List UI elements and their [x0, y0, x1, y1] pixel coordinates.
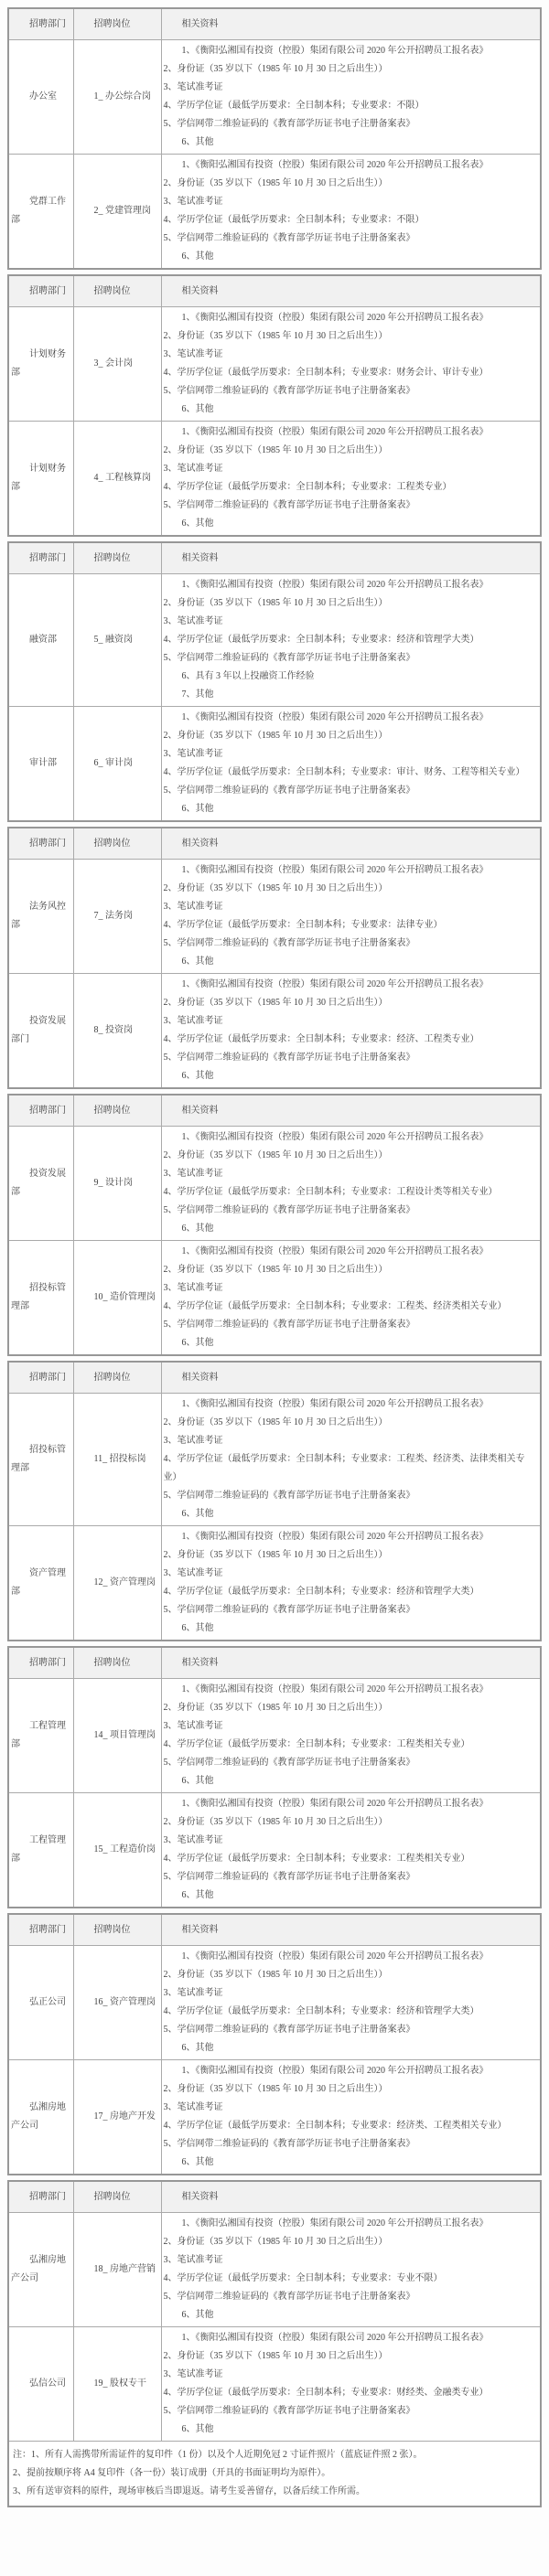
material-item: 6、其他: [181, 137, 214, 147]
department-name: 招投标管理部: [11, 1283, 66, 1311]
header-label: 招聘部门: [29, 285, 66, 296]
cell-department: [8, 2327, 73, 2442]
header-label: 相关资料: [181, 1372, 219, 1383]
material-item: 1、《衡阳弘湘国有投资（控股）集团有限公司 2020 年公开招聘员工报名表》: [181, 313, 489, 323]
header-cell-department: [8, 542, 73, 574]
header-cell-position: [73, 2181, 161, 2213]
material-item: 1、《衡阳弘湘国有投资（控股）集团有限公司 2020 年公开招聘员工报名表》: [181, 427, 489, 437]
position-name: 9_ 设计岗: [93, 1178, 133, 1188]
header-label: 招聘部门: [29, 552, 66, 563]
header-cell-materials: [161, 1362, 541, 1394]
material-item: 2、身份证（35 岁以下（1985 年 10 月 30 日之后出生））: [163, 1703, 388, 1713]
material-item: 4、学历学位证（最低学历要求：全日制本科；专业要求：工程类专业）: [163, 482, 452, 492]
material-item: 5、学信网带二维验证码的《教育部学历证书电子注册备案表》: [163, 1491, 415, 1501]
cell-department: [8, 1679, 73, 1793]
header-cell-materials: [161, 8, 541, 40]
department-name: 党群工作部: [11, 197, 66, 225]
department-name: 融资部: [29, 635, 57, 645]
material-item: 5、学信网带二维验证码的《教育部学历证书电子注册备案表》: [163, 786, 415, 796]
cell-materials: [161, 1679, 541, 1793]
cell-department: [8, 1946, 73, 2060]
header-cell-department: [8, 1914, 73, 1946]
material-item: 6、其他: [181, 1890, 214, 1900]
material-item: 1、《衡阳弘湘国有投资（控股）集团有限公司 2020 年公开招聘员工报名表》: [181, 2333, 489, 2343]
position-name: 7_ 法务岗: [93, 911, 133, 921]
cell-materials: [161, 974, 541, 1089]
note-line: 3、所有送审资料的原件，现场审核后当即退返。请考生妥善留存，以备后续工作所需。: [13, 2486, 365, 2496]
material-item: 6、其他: [181, 804, 214, 814]
document-root: [7, 7, 542, 2507]
header-label: 招聘部门: [29, 1657, 66, 1668]
recruitment-table-section: [7, 1646, 542, 1908]
header-label: 招聘岗位: [93, 2191, 131, 2202]
cell-position: [73, 1394, 161, 1526]
material-item: 3、笔试准考证: [163, 349, 223, 359]
material-item: 3、笔试准考证: [163, 1169, 223, 1179]
material-item: 5、学信网带二维验证码的《教育部学历证书电子注册备案表》: [163, 2025, 415, 2035]
material-item: 4、学历学位证（最低学历要求：全日制本科；专业要求：经济和管理学大类）: [163, 1587, 479, 1597]
material-item: 1、《衡阳弘湘国有投资（控股）集团有限公司 2020 年公开招聘员工报名表》: [181, 1684, 489, 1694]
header-label: 招聘部门: [29, 2191, 66, 2202]
table-header-row: [8, 1095, 541, 1127]
material-item: 5、学信网带二维验证码的《教育部学历证书电子注册备案表》: [163, 2139, 415, 2149]
department-name: 弘湘房地产公司: [11, 2102, 66, 2131]
material-item: 5、学信网带二维验证码的《教育部学历证书电子注册备案表》: [163, 653, 415, 663]
material-item: 3、笔试准考证: [163, 2369, 223, 2379]
header-cell-position: [73, 8, 161, 40]
position-name: 2_ 党建管理岗: [93, 206, 151, 216]
department-name: 法务风控部: [11, 902, 66, 930]
material-item: 5、学信网带二维验证码的《教育部学历证书电子注册备案表》: [163, 1053, 415, 1063]
material-item: 2、身份证（35 岁以下（1985 年 10 月 30 日之后出生））: [163, 1550, 388, 1560]
material-item: 3、笔试准考证: [163, 197, 223, 207]
material-item: 2、身份证（35 岁以下（1985 年 10 月 30 日之后出生））: [163, 1150, 388, 1160]
material-item: 2、身份证（35 岁以下（1985 年 10 月 30 日之后出生））: [163, 1265, 388, 1275]
material-item: 2、身份证（35 岁以下（1985 年 10 月 30 日之后出生））: [163, 178, 388, 188]
header-label: 相关资料: [181, 1657, 219, 1668]
material-item: 4、学历学位证（最低学历要求：全日制本科；专业要求：不限）: [163, 215, 425, 225]
department-name: 计划财务部: [11, 464, 66, 492]
header-cell-position: [73, 275, 161, 307]
header-label: 相关资料: [181, 1105, 219, 1116]
department-name: 计划财务部: [11, 349, 66, 378]
header-cell-position: [73, 1362, 161, 1394]
department-name: 投资发展部门: [11, 1016, 66, 1044]
cell-materials: [161, 1394, 541, 1526]
material-item: 5、学信网带二维验证码的《教育部学历证书电子注册备案表》: [163, 233, 415, 243]
department-name: 弘正公司: [29, 1997, 66, 2007]
material-item: 4、学历学位证（最低学历要求：全日制本科；专业要求：财务会计、审计专业）: [163, 368, 489, 378]
position-name: 16_ 资产管理岗: [93, 1997, 156, 2007]
note-line: 2、提前按顺序将 A4 复印件（各一份）装订成册（开具的书面证明均为原件）。: [13, 2468, 331, 2478]
table-row: [8, 1793, 541, 1908]
cell-department: [8, 1793, 73, 1908]
material-item: 3、笔试准考证: [163, 464, 223, 474]
material-item: 6、具有 3 年以上投融资工作经验: [181, 671, 315, 681]
table-row: [8, 1394, 541, 1526]
cell-department: [8, 974, 73, 1089]
cell-materials: [161, 707, 541, 822]
material-item: 6、其他: [181, 251, 214, 262]
material-item: 4、学历学位证（最低学历要求：全日制本科；专业要求：审计、财务、工程等相关专业）: [163, 767, 525, 777]
table-header-row: [8, 2181, 541, 2213]
material-item: 1、《衡阳弘湘国有投资（控股）集团有限公司 2020 年公开招聘员工报名表》: [181, 2066, 489, 2076]
cell-position: [73, 860, 161, 974]
header-cell-position: [73, 542, 161, 574]
material-item: 6、其他: [181, 2043, 214, 2053]
header-label: 招聘岗位: [93, 18, 131, 29]
header-label: 招聘岗位: [93, 1924, 131, 1935]
position-name: 6_ 审计岗: [93, 758, 133, 768]
table-row: [8, 40, 541, 155]
material-item: 6、其他: [181, 1623, 214, 1633]
header-cell-department: [8, 828, 73, 860]
position-name: 19_ 股权专干: [93, 2378, 146, 2389]
table-header-row: [8, 8, 541, 40]
recruitment-table-section: [7, 541, 542, 822]
table-row: [8, 307, 541, 422]
material-item: 3、笔试准考证: [163, 82, 223, 92]
material-item: 2、身份证（35 岁以下（1985 年 10 月 30 日之后出生））: [163, 1817, 388, 1827]
material-item: 4、学历学位证（最低学历要求：全日制本科；专业要求：工程类、经济类相关专业）: [163, 1301, 507, 1311]
cell-position: [73, 2327, 161, 2442]
header-label: 招聘部门: [29, 1924, 66, 1935]
material-item: 2、身份证（35 岁以下（1985 年 10 月 30 日之后出生））: [163, 2237, 388, 2247]
table-row: [8, 974, 541, 1089]
material-item: 2、身份证（35 岁以下（1985 年 10 月 30 日之后出生））: [163, 731, 388, 741]
table-row: [8, 1127, 541, 1241]
cell-department: [8, 307, 73, 422]
material-item: 3、笔试准考证: [163, 616, 223, 626]
header-cell-materials: [161, 828, 541, 860]
material-item: 4、学历学位证（最低学历要求：全日制本科；专业要求：经济、工程类专业）: [163, 1034, 479, 1044]
table-row: [8, 2060, 541, 2175]
material-item: 1、《衡阳弘湘国有投资（控股）集团有限公司 2020 年公开招聘员工报名表》: [181, 865, 489, 875]
cell-department: [8, 1394, 73, 1526]
recruitment-table-section: [7, 1361, 542, 1641]
cell-position: [73, 574, 161, 707]
position-name: 10_ 造价管理岗: [93, 1292, 156, 1302]
material-item: 6、其他: [181, 2310, 214, 2320]
cell-materials: [161, 155, 541, 270]
material-item: 1、《衡阳弘湘国有投资（控股）集团有限公司 2020 年公开招聘员工报名表》: [181, 1246, 489, 1256]
material-item: 2、身份证（35 岁以下（1985 年 10 月 30 日之后出生））: [163, 598, 388, 608]
department-name: 招投标管理部: [11, 1445, 66, 1473]
position-name: 14_ 项目管理岗: [93, 1730, 156, 1740]
table-row: [8, 860, 541, 974]
material-item: 3、笔试准考证: [163, 2102, 223, 2112]
cell-materials: [161, 2213, 541, 2327]
cell-materials: [161, 1526, 541, 1641]
material-item: 3、笔试准考证: [163, 1283, 223, 1293]
position-name: 8_ 投资岗: [93, 1025, 133, 1035]
material-item: 4、学历学位证（最低学历要求：全日制本科；专业要求：工程类、经济类、法律类相关专业）: [163, 1454, 525, 1482]
cell-department: [8, 40, 73, 155]
header-cell-materials: [161, 1647, 541, 1679]
material-item: 5、学信网带二维验证码的《教育部学历证书电子注册备案表》: [163, 2406, 415, 2416]
material-item: 4、学历学位证（最低学历要求：全日制本科；专业要求：经济类、工程类相关专业）: [163, 2121, 507, 2131]
department-name: 办公室: [29, 91, 57, 102]
position-name: 18_ 房地产营销: [93, 2264, 156, 2274]
material-item: 1、《衡阳弘湘国有投资（控股）集团有限公司 2020 年公开招聘员工报名表》: [181, 1799, 489, 1809]
cell-department: [8, 2213, 73, 2327]
department-name: 工程管理部: [11, 1835, 66, 1864]
cell-position: [73, 422, 161, 537]
material-item: 2、身份证（35 岁以下（1985 年 10 月 30 日之后出生））: [163, 1417, 388, 1427]
table-row: [8, 1946, 541, 2060]
cell-position: [73, 2213, 161, 2327]
material-item: 2、身份证（35 岁以下（1985 年 10 月 30 日之后出生））: [163, 1970, 388, 1980]
table-header-row: [8, 828, 541, 860]
department-name: 投资发展部: [11, 1169, 66, 1197]
material-item: 4、学历学位证（最低学历要求：全日制本科；专业要求：经济和管理学大类）: [163, 2006, 479, 2016]
material-item: 4、学历学位证（最低学历要求：全日制本科；专业要求：专业不限）: [163, 2273, 443, 2283]
header-cell-department: [8, 275, 73, 307]
material-item: 1、《衡阳弘湘国有投资（控股）集团有限公司 2020 年公开招聘员工报名表》: [181, 1532, 489, 1542]
table-row: [8, 155, 541, 270]
material-item: 1、《衡阳弘湘国有投资（控股）集团有限公司 2020 年公开招聘员工报名表》: [181, 160, 489, 170]
header-label: 招聘部门: [29, 1372, 66, 1383]
material-item: 7、其他: [181, 689, 214, 700]
cell-position: [73, 1241, 161, 1356]
header-label: 招聘岗位: [93, 285, 131, 296]
table-row: [8, 1526, 541, 1641]
header-label: 招聘部门: [29, 1105, 66, 1116]
cell-position: [73, 1127, 161, 1241]
material-item: 6、其他: [181, 2157, 214, 2167]
header-cell-materials: [161, 2181, 541, 2213]
header-cell-position: [73, 828, 161, 860]
material-item: 4、学历学位证（最低学历要求：全日制本科；专业要求：财经类、金融类专业）: [163, 2388, 489, 2398]
cell-position: [73, 40, 161, 155]
table-row: [8, 422, 541, 537]
position-name: 17_ 房地产开发: [93, 2111, 156, 2122]
cell-position: [73, 155, 161, 270]
material-item: 6、其他: [181, 1338, 214, 1348]
cell-materials: [161, 574, 541, 707]
material-item: 6、其他: [181, 1224, 214, 1234]
table-row: [8, 1241, 541, 1356]
notes-cell: [8, 2442, 541, 2507]
material-item: 4、学历学位证（最低学历要求：全日制本科；专业要求：不限）: [163, 101, 425, 111]
material-item: 3、笔试准考证: [163, 1016, 223, 1026]
material-item: 3、笔试准考证: [163, 1568, 223, 1578]
material-item: 6、其他: [181, 404, 214, 414]
material-item: 6、其他: [181, 1071, 214, 1081]
header-cell-materials: [161, 275, 541, 307]
cell-department: [8, 2060, 73, 2175]
header-label: 相关资料: [181, 285, 219, 296]
material-item: 5、学信网带二维验证码的《教育部学历证书电子注册备案表》: [163, 500, 415, 510]
material-item: 4、学历学位证（最低学历要求：全日制本科；专业要求：法律专业）: [163, 920, 443, 930]
header-label: 相关资料: [181, 1924, 219, 1935]
cell-position: [73, 1679, 161, 1793]
material-item: 5、学信网带二维验证码的《教育部学历证书电子注册备案表》: [163, 1205, 415, 1215]
material-item: 6、其他: [181, 2424, 214, 2434]
material-item: 1、《衡阳弘湘国有投资（控股）集团有限公司 2020 年公开招聘员工报名表》: [181, 46, 489, 56]
position-name: 5_ 融资岗: [93, 635, 133, 645]
header-cell-department: [8, 1095, 73, 1127]
material-item: 3、笔试准考证: [163, 1436, 223, 1446]
material-item: 4、学历学位证（最低学历要求：全日制本科；专业要求：经济和管理学大类）: [163, 635, 479, 645]
material-item: 5、学信网带二维验证码的《教育部学历证书电子注册备案表》: [163, 1320, 415, 1330]
header-cell-position: [73, 1095, 161, 1127]
header-label: 相关资料: [181, 2191, 219, 2202]
table-header-row: [8, 542, 541, 574]
material-item: 5、学信网带二维验证码的《教育部学历证书电子注册备案表》: [163, 1758, 415, 1768]
header-label: 招聘岗位: [93, 1105, 131, 1116]
cell-materials: [161, 1127, 541, 1241]
header-label: 招聘岗位: [93, 1657, 131, 1668]
material-item: 5、学信网带二维验证码的《教育部学历证书电子注册备案表》: [163, 1605, 415, 1615]
cell-department: [8, 1526, 73, 1641]
cell-materials: [161, 1946, 541, 2060]
material-item: 3、笔试准考证: [163, 1835, 223, 1845]
material-item: 1、《衡阳弘湘国有投资（控股）集团有限公司 2020 年公开招聘员工报名表》: [181, 2218, 489, 2229]
material-item: 3、笔试准考证: [163, 902, 223, 912]
cell-department: [8, 860, 73, 974]
cell-department: [8, 1241, 73, 1356]
cell-materials: [161, 40, 541, 155]
cell-materials: [161, 860, 541, 974]
table-header-row: [8, 1362, 541, 1394]
cell-position: [73, 1793, 161, 1908]
material-item: 2、身份证（35 岁以下（1985 年 10 月 30 日之后出生））: [163, 445, 388, 455]
department-name: 弘湘房地产公司: [11, 2255, 66, 2283]
header-cell-department: [8, 2181, 73, 2213]
note-line: 注：1、所有人需携带所需证件的复印件（1 份）以及个人近期免冠 2 寸证件照片（蓝底证件照 2 张）。: [13, 2450, 423, 2460]
header-cell-materials: [161, 1095, 541, 1127]
cell-department: [8, 1127, 73, 1241]
material-item: 6、其他: [181, 1776, 214, 1786]
material-item: 2、身份证（35 岁以下（1985 年 10 月 30 日之后出生））: [163, 998, 388, 1008]
material-item: 1、《衡阳弘湘国有投资（控股）集团有限公司 2020 年公开招聘员工报名表》: [181, 1951, 489, 1961]
recruitment-table-section: [7, 7, 542, 270]
department-name: 审计部: [29, 758, 57, 768]
position-name: 12_ 资产管理岗: [93, 1577, 156, 1587]
header-label: 招聘岗位: [93, 1372, 131, 1383]
cell-materials: [161, 2060, 541, 2175]
header-cell-position: [73, 1914, 161, 1946]
department-name: 工程管理部: [11, 1721, 66, 1749]
position-name: 1_ 办公综合岗: [93, 91, 151, 102]
material-item: 5、学信网带二维验证码的《教育部学历证书电子注册备案表》: [163, 119, 415, 129]
material-item: 2、身份证（35 岁以下（1985 年 10 月 30 日之后出生））: [163, 883, 388, 893]
header-label: 相关资料: [181, 838, 219, 849]
header-label: 相关资料: [181, 18, 219, 29]
cell-materials: [161, 1793, 541, 1908]
material-item: 1、《衡阳弘湘国有投资（控股）集团有限公司 2020 年公开招聘员工报名表》: [181, 712, 489, 722]
recruitment-table-section: [7, 1094, 542, 1356]
cell-position: [73, 974, 161, 1089]
cell-materials: [161, 307, 541, 422]
cell-position: [73, 2060, 161, 2175]
material-item: 1、《衡阳弘湘国有投资（控股）集团有限公司 2020 年公开招聘员工报名表》: [181, 580, 489, 590]
header-label: 相关资料: [181, 552, 219, 563]
recruitment-table-section: [7, 1913, 542, 2175]
recruitment-table-section: [7, 827, 542, 1089]
header-label: 招聘部门: [29, 838, 66, 849]
department-name: 资产管理部: [11, 1568, 66, 1597]
material-item: 3、笔试准考证: [163, 2255, 223, 2265]
recruitment-table-section: [7, 274, 542, 537]
header-cell-position: [73, 1647, 161, 1679]
position-name: 15_ 工程造价岗: [93, 1844, 156, 1855]
cell-department: [8, 155, 73, 270]
material-item: 5、学信网带二维验证码的《教育部学历证书电子注册备案表》: [163, 2292, 415, 2302]
table-row: [8, 707, 541, 822]
cell-position: [73, 707, 161, 822]
material-item: 6、其他: [181, 1509, 214, 1519]
header-label: 招聘岗位: [93, 838, 131, 849]
table-header-row: [8, 275, 541, 307]
material-item: 2、身份证（35 岁以下（1985 年 10 月 30 日之后出生））: [163, 64, 388, 74]
table-row: [8, 574, 541, 707]
header-cell-department: [8, 8, 73, 40]
material-item: 3、笔试准考证: [163, 749, 223, 759]
material-item: 3、笔试准考证: [163, 1988, 223, 1998]
material-item: 5、学信网带二维验证码的《教育部学历证书电子注册备案表》: [163, 938, 415, 948]
material-item: 6、其他: [181, 518, 214, 529]
cell-materials: [161, 1241, 541, 1356]
cell-position: [73, 1946, 161, 2060]
table-header-row: [8, 1914, 541, 1946]
cell-materials: [161, 422, 541, 537]
header-label: 招聘岗位: [93, 552, 131, 563]
material-item: 6、其他: [181, 957, 214, 967]
notes-row: [8, 2442, 541, 2507]
cell-department: [8, 422, 73, 537]
table-row: [8, 2327, 541, 2442]
material-item: 5、学信网带二维验证码的《教育部学历证书电子注册备案表》: [163, 386, 415, 396]
cell-materials: [161, 2327, 541, 2442]
material-item: 2、身份证（35 岁以下（1985 年 10 月 30 日之后出生））: [163, 2351, 388, 2361]
header-label: 招聘部门: [29, 18, 66, 29]
material-item: 3、笔试准考证: [163, 1721, 223, 1731]
material-item: 5、学信网带二维验证码的《教育部学历证书电子注册备案表》: [163, 1872, 415, 1882]
position-name: 3_ 会计岗: [93, 358, 133, 369]
material-item: 1、《衡阳弘湘国有投资（控股）集团有限公司 2020 年公开招聘员工报名表》: [181, 979, 489, 989]
material-item: 2、身份证（35 岁以下（1985 年 10 月 30 日之后出生））: [163, 2084, 388, 2094]
cell-position: [73, 1526, 161, 1641]
position-name: 11_ 招投标岗: [93, 1454, 146, 1464]
material-item: 1、《衡阳弘湘国有投资（控股）集团有限公司 2020 年公开招聘员工报名表》: [181, 1399, 489, 1409]
table-header-row: [8, 1647, 541, 1679]
cell-department: [8, 574, 73, 707]
header-cell-department: [8, 1362, 73, 1394]
cell-position: [73, 307, 161, 422]
cell-department: [8, 707, 73, 822]
header-cell-materials: [161, 542, 541, 574]
material-item: 1、《衡阳弘湘国有投资（控股）集团有限公司 2020 年公开招聘员工报名表》: [181, 1132, 489, 1142]
department-name: 弘信公司: [29, 2378, 66, 2389]
header-cell-department: [8, 1647, 73, 1679]
position-name: 4_ 工程核算岗: [93, 473, 151, 483]
table-row: [8, 1679, 541, 1793]
header-cell-materials: [161, 1914, 541, 1946]
material-item: 4、学历学位证（最低学历要求：全日制本科；专业要求：工程类相关专业）: [163, 1739, 470, 1749]
material-item: 4、学历学位证（最低学历要求：全日制本科；专业要求：工程设计类等相关专业）: [163, 1187, 498, 1197]
recruitment-table-section: [7, 2180, 542, 2507]
table-row: [8, 2213, 541, 2327]
material-item: 2、身份证（35 岁以下（1985 年 10 月 30 日之后出生））: [163, 331, 388, 341]
material-item: 4、学历学位证（最低学历要求：全日制本科；专业要求：工程类相关专业）: [163, 1854, 470, 1864]
